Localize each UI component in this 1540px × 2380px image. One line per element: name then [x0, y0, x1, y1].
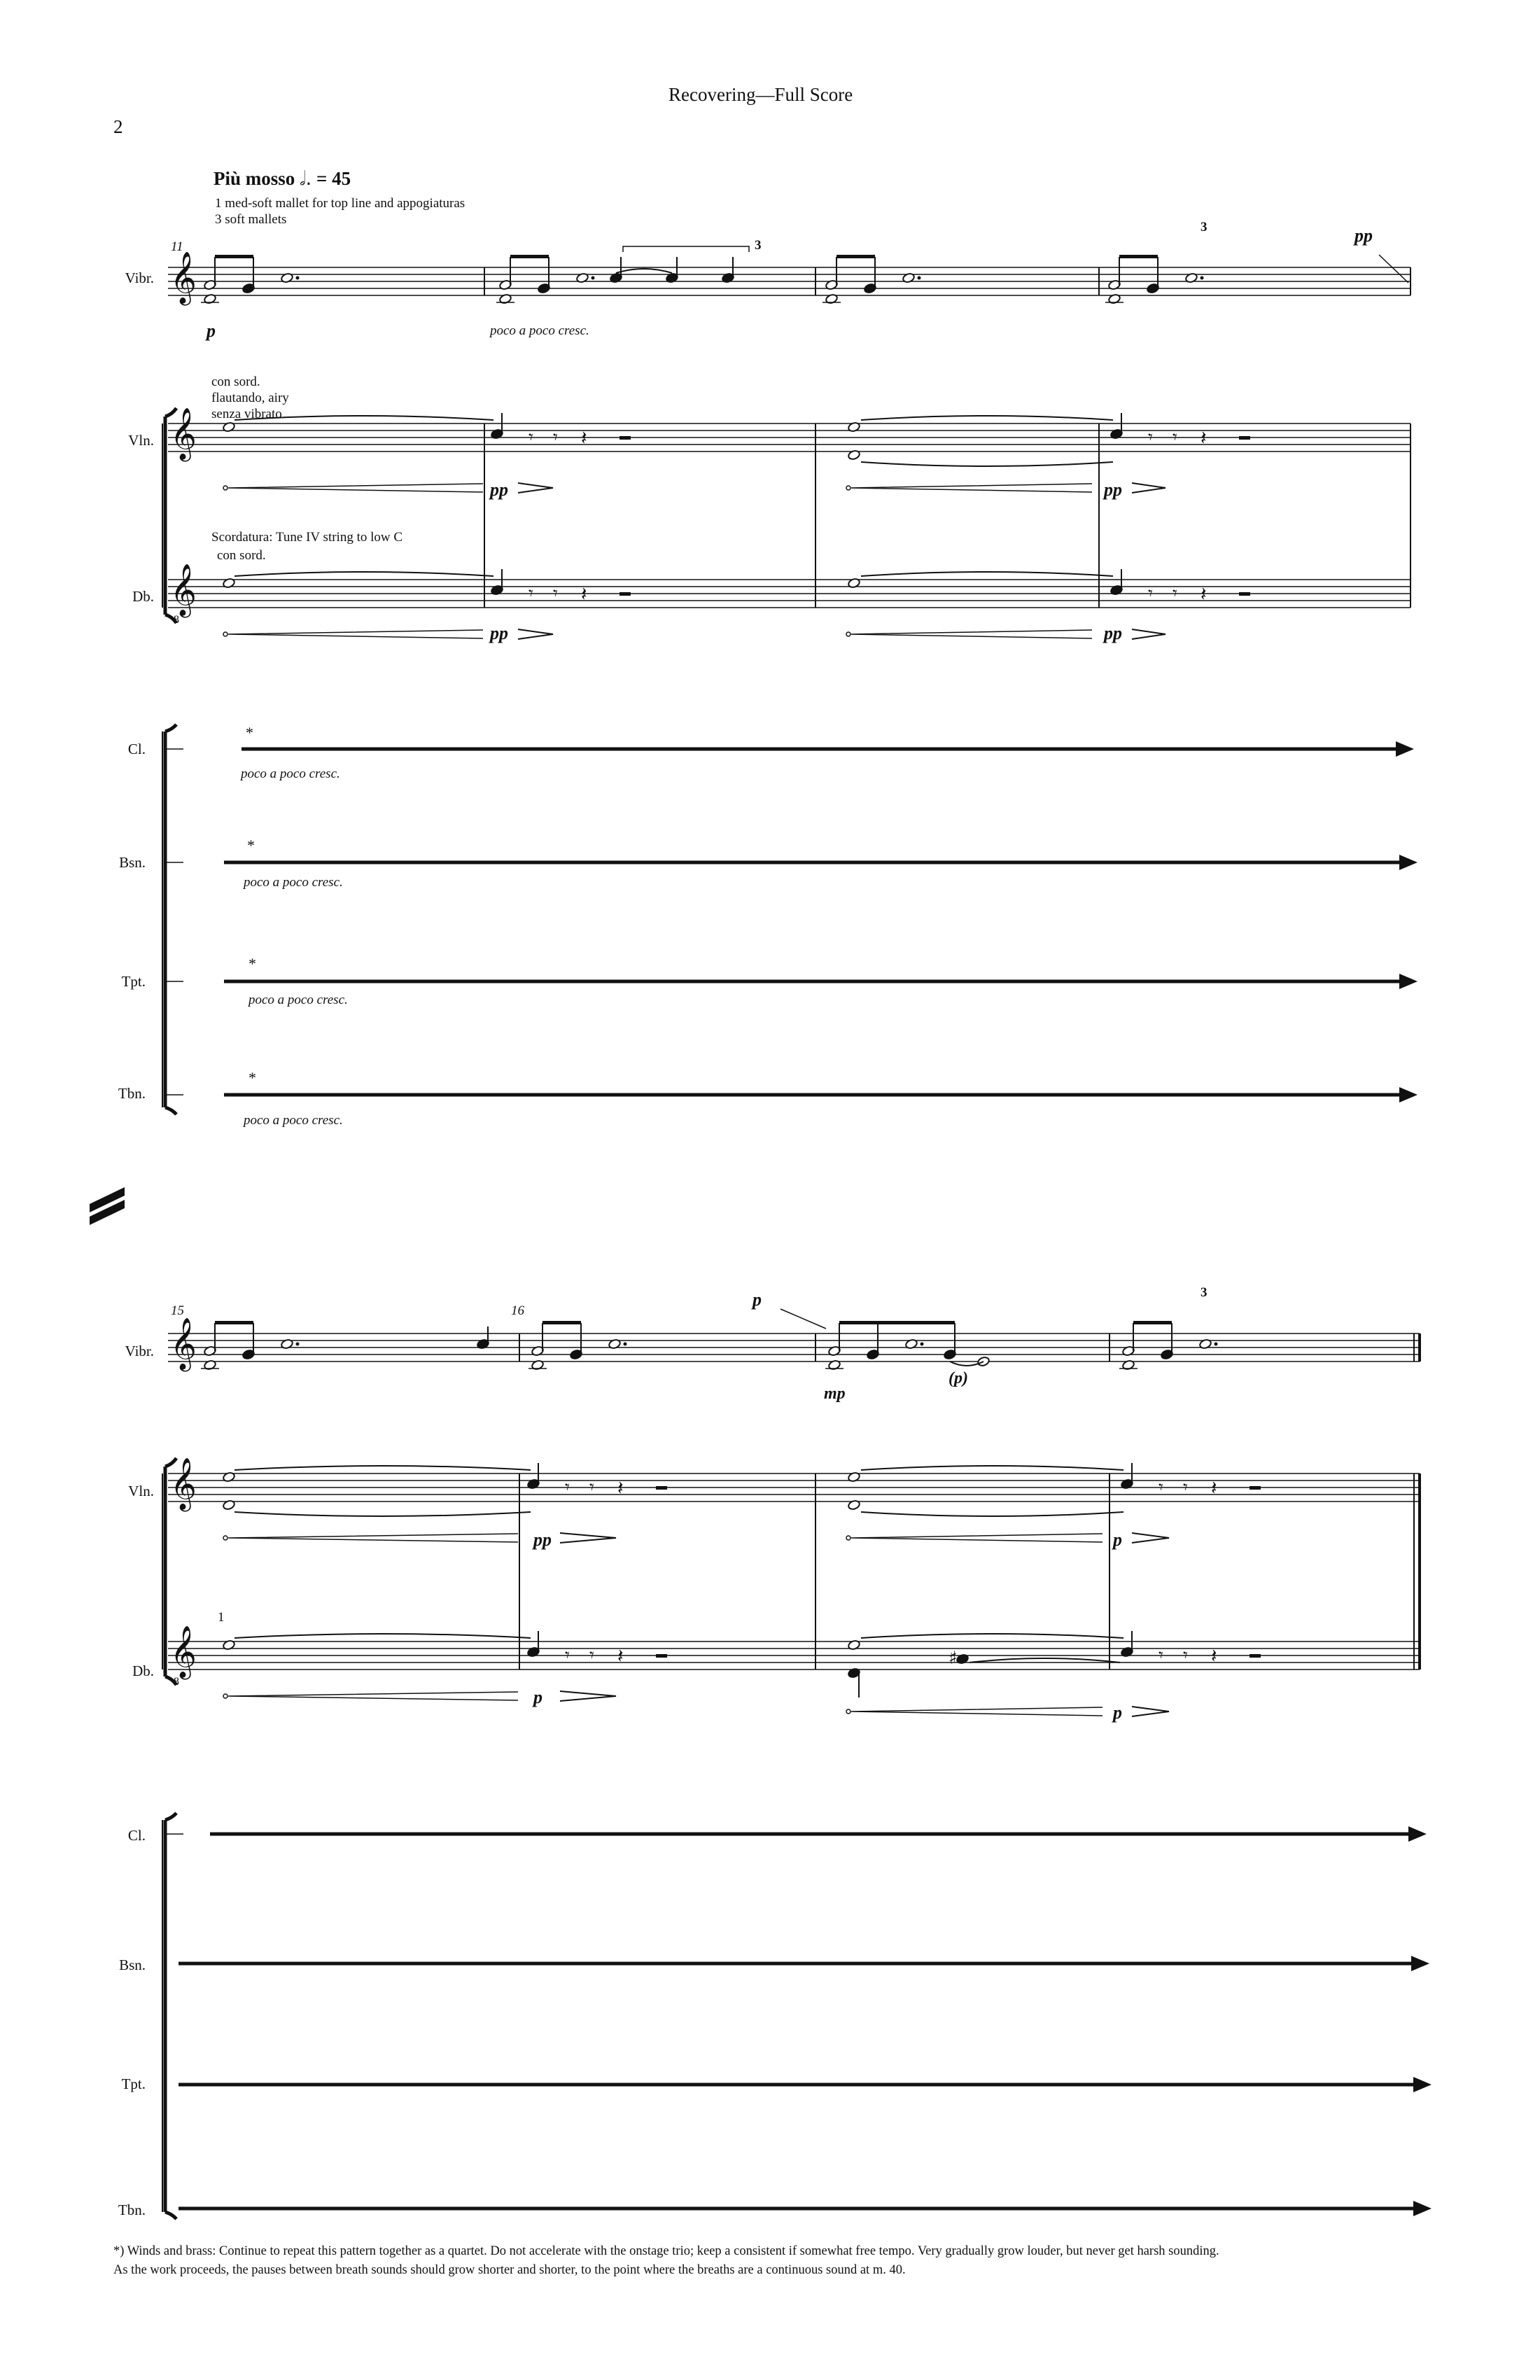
measure-number-15: 15 — [171, 1303, 184, 1318]
vibr-m14-beam — [1119, 255, 1158, 258]
instrument-label-db: Db. — [132, 588, 154, 605]
db-m12-rest-h — [620, 592, 631, 596]
measure-number-11: 11 — [171, 239, 183, 254]
vln-m16-rest-8b: 𝄾 — [589, 1477, 594, 1498]
instrument-label-tpt-2: Tpt. — [121, 2076, 146, 2092]
footnote-line-1: *) Winds and brass: Continue to repeat this pattern together as a quartet. Do not accelerate with the onstage trio; keep a consistent if somewhat free tempo. Very gradually grow louder, but never get harsh sounding. — [113, 2244, 1219, 2258]
tuplet-3-a: 3 — [755, 238, 762, 253]
vibr-m17-beam — [839, 1321, 878, 1324]
hairpins — [223, 483, 1169, 1716]
vln-m12-rest-q: 𝄽 — [581, 426, 587, 449]
vibr-m12-beam — [510, 255, 549, 258]
db-clef: 𝄞 — [170, 564, 197, 616]
db-m12-rest-8b: 𝄾 — [553, 583, 558, 604]
vibr-m13-dot — [918, 276, 921, 280]
vln-dim-1 — [518, 483, 553, 493]
vibr-m17-p-pointer — [780, 1309, 826, 1329]
vln-m18-rest-q: 𝄽 — [1211, 1476, 1217, 1499]
db-clef-octave: 8 — [174, 614, 179, 626]
db-m16-rest-q: 𝄽 — [617, 1644, 624, 1667]
vln-instruction-con-sord: con sord. — [211, 374, 260, 389]
barlines — [162, 267, 1420, 2219]
page-title: Recovering—Full Score — [668, 84, 853, 105]
db-hairpin-1 — [228, 630, 483, 638]
db-m16-rest-8a: 𝄾 — [565, 1645, 570, 1666]
db-m18-rest-h — [1250, 1654, 1261, 1658]
vibr-m13-beam — [836, 255, 875, 258]
dynamic-pp-vibr: pp — [1354, 225, 1373, 246]
db-hairpin-4-circle — [846, 1709, 850, 1714]
tpt-arrow-2-head — [1413, 2077, 1432, 2092]
db-m14-rest-q: 𝄽 — [1200, 582, 1207, 606]
vln-m18-rest-8b: 𝄾 — [1183, 1477, 1188, 1498]
bsn-arrow-1-head — [1399, 855, 1418, 870]
vln-m16-rest-8a: 𝄾 — [565, 1477, 570, 1498]
vibr-m11-dot — [296, 276, 300, 280]
tbn-arrow-2-head — [1413, 2201, 1432, 2216]
dynamic-p-vln-4: p — [1113, 1530, 1122, 1550]
vln-m16-rest-q: 𝄽 — [617, 1476, 624, 1499]
vibr-mallets-instruction-2: 3 soft mallets — [215, 212, 287, 227]
instrument-label-cl: Cl. — [127, 741, 146, 757]
footnote-mark-bsn: * — [247, 836, 255, 854]
dynamic-paren-p-vibr: (p) — [948, 1369, 968, 1387]
vln-instruction-flautando: flautando, airy — [211, 391, 289, 405]
db-m17-tie-2 — [969, 1658, 1120, 1662]
vln-m18-rest-8a: 𝄾 — [1158, 1477, 1163, 1498]
vln-dim-4 — [1132, 1533, 1169, 1543]
db-m12-rest-q: 𝄽 — [581, 582, 587, 606]
vibr-poco-cresc: poco a poco cresc. — [490, 323, 589, 338]
db-m18-rest-8b: 𝄾 — [1183, 1645, 1188, 1666]
breath-arrows — [178, 741, 1432, 2216]
vibr-m11-beam — [215, 255, 253, 258]
tuplet-3-c: 3 — [1200, 1285, 1208, 1300]
instrument-label-bsn-2: Bsn. — [119, 1956, 146, 1973]
db-dim-3 — [560, 1691, 616, 1701]
page-number: 2 — [113, 116, 123, 137]
vln-m17-tie-low — [861, 1512, 1124, 1516]
vibr-clef: 𝄞 — [170, 252, 197, 304]
vln-m13-tie-low — [861, 462, 1113, 466]
vln-m15-tie-low — [234, 1512, 531, 1516]
vln-m13-tie — [861, 416, 1113, 420]
vln-m12-rest-8a: 𝄾 — [528, 427, 533, 448]
dynamic-pp-db-2: pp — [1104, 623, 1122, 643]
winds-bracket — [165, 724, 176, 1114]
db-m11-tie — [234, 572, 493, 576]
db-dim-1 — [518, 629, 553, 639]
db-m14-rest-8b: 𝄾 — [1172, 583, 1177, 604]
vibr-m17-beam-ext — [878, 1321, 955, 1324]
vln-hairpin-4-circle — [846, 1536, 850, 1540]
cl-arrow-2-head — [1408, 1826, 1427, 1842]
vibr-m17-dot — [920, 1343, 924, 1346]
tempo-marking — [214, 168, 351, 190]
dynamic-mp-vibr: mp — [824, 1385, 846, 1403]
dynamic-pp-vln-1: pp — [490, 479, 508, 500]
vln-clef-2: 𝄞 — [170, 1458, 197, 1510]
vln-m15-tie — [234, 1466, 531, 1470]
db-fingering: 1 — [218, 1610, 225, 1625]
db-m16-rest-8b: 𝄾 — [589, 1645, 594, 1666]
instrument-label-cl-2: Cl. — [127, 1827, 146, 1844]
footnote-line-2: As the work proceeds, the pauses between breath sounds should grow shorter and shorter, to the point where the breaths are a continuous sound at m. 40. — [113, 2263, 906, 2277]
staff-lines — [168, 267, 1420, 1670]
instrument-label-tbn: Tbn. — [118, 1085, 146, 1102]
vln-m14-rest-h — [1239, 436, 1250, 440]
vln-m12-rest-8b: 𝄾 — [553, 427, 558, 448]
db-clef-octave-2: 8 — [174, 1676, 179, 1688]
vln-m12-rest-h — [620, 436, 631, 440]
cl-poco-cresc: poco a poco cresc. — [241, 766, 340, 781]
vln-hairpin-4 — [851, 1534, 1102, 1542]
vibr-tuplet-bracket — [623, 246, 749, 252]
vln-m17-tie — [861, 1466, 1124, 1470]
tempo-value: = 45 — [316, 168, 351, 189]
vibr-m18-dot — [1214, 1343, 1218, 1346]
db-m12-rest-8a: 𝄾 — [528, 583, 533, 604]
instrument-label-bsn: Bsn. — [119, 854, 146, 871]
vibr-m12-tie — [616, 269, 672, 273]
vln-hairpin-2 — [851, 484, 1092, 492]
vibr-clef-2: 𝄞 — [170, 1318, 197, 1370]
db-hairpin-2-circle — [846, 632, 850, 636]
vln-m14-rest-8a: 𝄾 — [1148, 427, 1153, 448]
db-clef-2: 𝄞 — [170, 1626, 197, 1678]
instrument-label-vibr-2: Vibr. — [125, 1343, 154, 1359]
db-m13-tie — [861, 572, 1113, 576]
db-m15-tie — [234, 1634, 531, 1638]
tpt-poco-cresc: poco a poco cresc. — [248, 993, 348, 1007]
db-instruction-con-sord: con sord. — [217, 548, 266, 563]
db-dim-2 — [1132, 629, 1166, 639]
vln-dim-3 — [560, 1533, 616, 1543]
db-hairpin-2 — [851, 630, 1092, 638]
db-instruction-scordatura: Scordatura: Tune IV string to low C — [211, 530, 403, 545]
instrument-label-vibr: Vibr. — [125, 270, 154, 286]
bsn-arrow-2-head — [1411, 1956, 1429, 1971]
db-m14-rest-8a: 𝄾 — [1148, 583, 1153, 604]
dynamic-pp-vln-2: pp — [1104, 479, 1122, 500]
dynamic-p-db-3: p — [533, 1687, 542, 1707]
dynamic-p-vibr-2: p — [752, 1289, 762, 1310]
footnote-mark-tbn: * — [248, 1069, 256, 1086]
instrument-label-vln-2: Vln. — [128, 1483, 154, 1499]
db-m16-rest-h — [656, 1654, 667, 1658]
footnote-mark-cl: * — [246, 724, 253, 741]
vln-clef: 𝄞 — [170, 408, 197, 460]
vln-dim-2 — [1132, 483, 1166, 493]
vln-hairpin-2-circle — [846, 486, 850, 490]
vibr-pp-pointer — [1379, 255, 1408, 283]
db-hairpin-1-circle — [223, 632, 227, 636]
tuplet-3-b: 3 — [1200, 220, 1208, 234]
measure-number-16: 16 — [511, 1303, 524, 1318]
dynamic-p-db-4: p — [1113, 1702, 1122, 1723]
tempo-note-glyph: 𝅗𝅥. — [300, 168, 312, 190]
instrument-label-db-2: Db. — [132, 1662, 154, 1679]
dynamic-p-vibr: p — [206, 321, 216, 341]
vln-hairpin-3-circle — [223, 1536, 227, 1540]
instrument-label-tbn-2: Tbn. — [118, 2202, 146, 2218]
vln-m14-rest-q: 𝄽 — [1200, 426, 1207, 449]
vln-m16-rest-h — [656, 1486, 667, 1490]
db-hairpin-4 — [851, 1707, 1102, 1716]
system-separator — [90, 1187, 125, 1225]
notes — [90, 246, 1408, 1698]
vln-instruction-senza-vibrato: senza vibrato — [211, 407, 282, 421]
tbn-poco-cresc: poco a poco cresc. — [244, 1113, 343, 1128]
vln-m18-rest-h — [1250, 1486, 1261, 1490]
winds-bracket-2 — [165, 1813, 176, 2219]
db-hairpin-3-circle — [223, 1694, 227, 1698]
db-m17-sharp: ♯ — [948, 1648, 958, 1669]
db-m14-rest-h — [1239, 592, 1250, 596]
vln-hairpin-1-circle — [223, 486, 227, 490]
dynamic-pp-db-1: pp — [490, 623, 508, 643]
vibr-m16-dot — [624, 1343, 627, 1346]
vibr-m15-dot — [296, 1343, 300, 1346]
vibr-mallets-instruction-1: 1 med-soft mallet for top line and appogiaturas — [215, 196, 465, 211]
vln-m14-rest-8b: 𝄾 — [1172, 427, 1177, 448]
vibr-m18-beam — [1133, 1321, 1172, 1324]
cl-arrow-1-head — [1396, 741, 1414, 757]
tpt-arrow-1-head — [1399, 974, 1418, 989]
vln-hairpin-1 — [228, 484, 483, 492]
db-m18-rest-q: 𝄽 — [1211, 1644, 1217, 1667]
db-m18-rest-8a: 𝄾 — [1158, 1645, 1163, 1666]
vibr-m12-dot — [592, 276, 595, 280]
vibr-m16-beam — [542, 1321, 581, 1324]
tbn-arrow-1-head — [1399, 1087, 1418, 1102]
vln-hairpin-3 — [228, 1534, 518, 1542]
vibr-m14-dot — [1200, 276, 1204, 280]
db-hairpin-3 — [228, 1692, 518, 1700]
footnote-mark-tpt: * — [248, 955, 256, 972]
vibr-m15-beam — [215, 1321, 253, 1324]
dynamic-pp-vln-3: pp — [533, 1530, 552, 1550]
db-dim-4 — [1132, 1707, 1169, 1716]
bsn-poco-cresc: poco a poco cresc. — [244, 875, 343, 890]
db-m17-tie — [861, 1634, 1124, 1638]
instrument-label-tpt: Tpt. — [121, 973, 146, 990]
instrument-label-vln: Vln. — [128, 432, 154, 449]
tempo-text: Più mosso — [214, 168, 295, 189]
